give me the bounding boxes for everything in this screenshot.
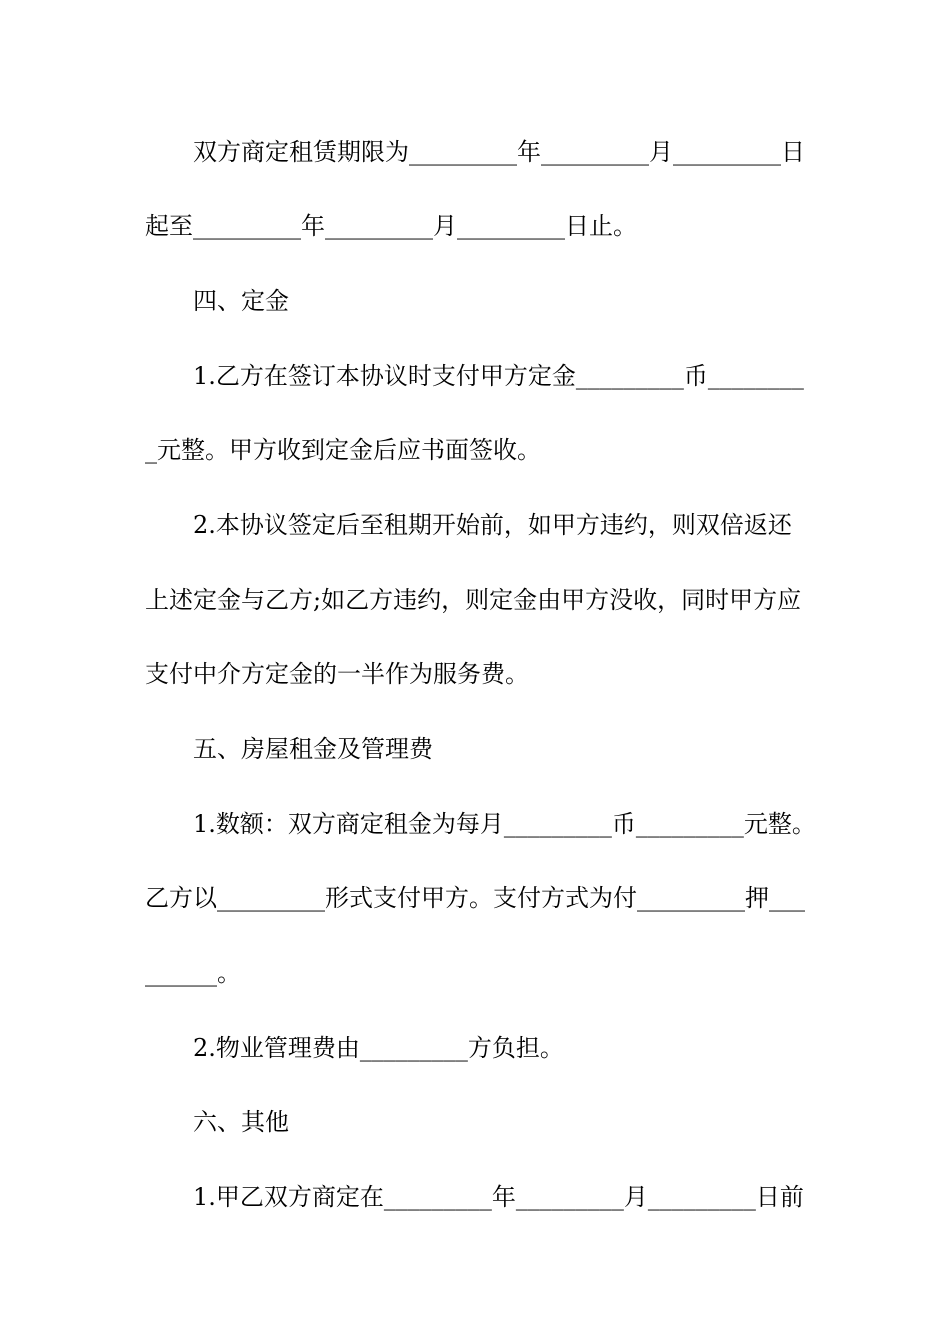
section-heading-deposit: 四、定金 — [193, 287, 289, 315]
lease-term-line-1: 双方商定租赁期限为_________年_________月_________日 — [193, 138, 805, 166]
lease-term-line-2: 起至_________年_________月_________日止。 — [145, 212, 637, 240]
deposit-clause-1-line-2: _元整。甲方收到定金后应书面签收。 — [145, 436, 541, 464]
deposit-clause-2-line-2: 上述定金与乙方;如乙方违约，则定金由甲方没收，同时甲方应 — [145, 586, 802, 614]
section-heading-other: 六、其他 — [193, 1108, 289, 1136]
other-clause-1-line-1: 1.甲乙双方商定在_________年_________月_________日前 — [193, 1183, 804, 1211]
deposit-clause-2-line-1: 2.本协议签定后至租期开始前，如甲方违约，则双倍返还 — [193, 511, 792, 539]
deposit-clause-1-line-1: 1.乙方在签订本协议时支付甲方定金_________币________ — [193, 362, 804, 390]
deposit-clause-2-line-3: 支付中介方定金的一半作为服务费。 — [145, 660, 529, 688]
rent-clause-1-line-2: 乙方以_________形式支付甲方。支付方式为付_________押___ — [145, 884, 805, 912]
rent-clause-1-line-3: ______。 — [145, 959, 241, 987]
section-heading-rent: 五、房屋租金及管理费 — [193, 735, 433, 763]
rent-clause-1-line-1: 1.数额：双方商定租金为每月_________币_________元整。 — [193, 810, 816, 838]
rent-clause-2: 2.物业管理费由_________方负担。 — [193, 1034, 564, 1062]
